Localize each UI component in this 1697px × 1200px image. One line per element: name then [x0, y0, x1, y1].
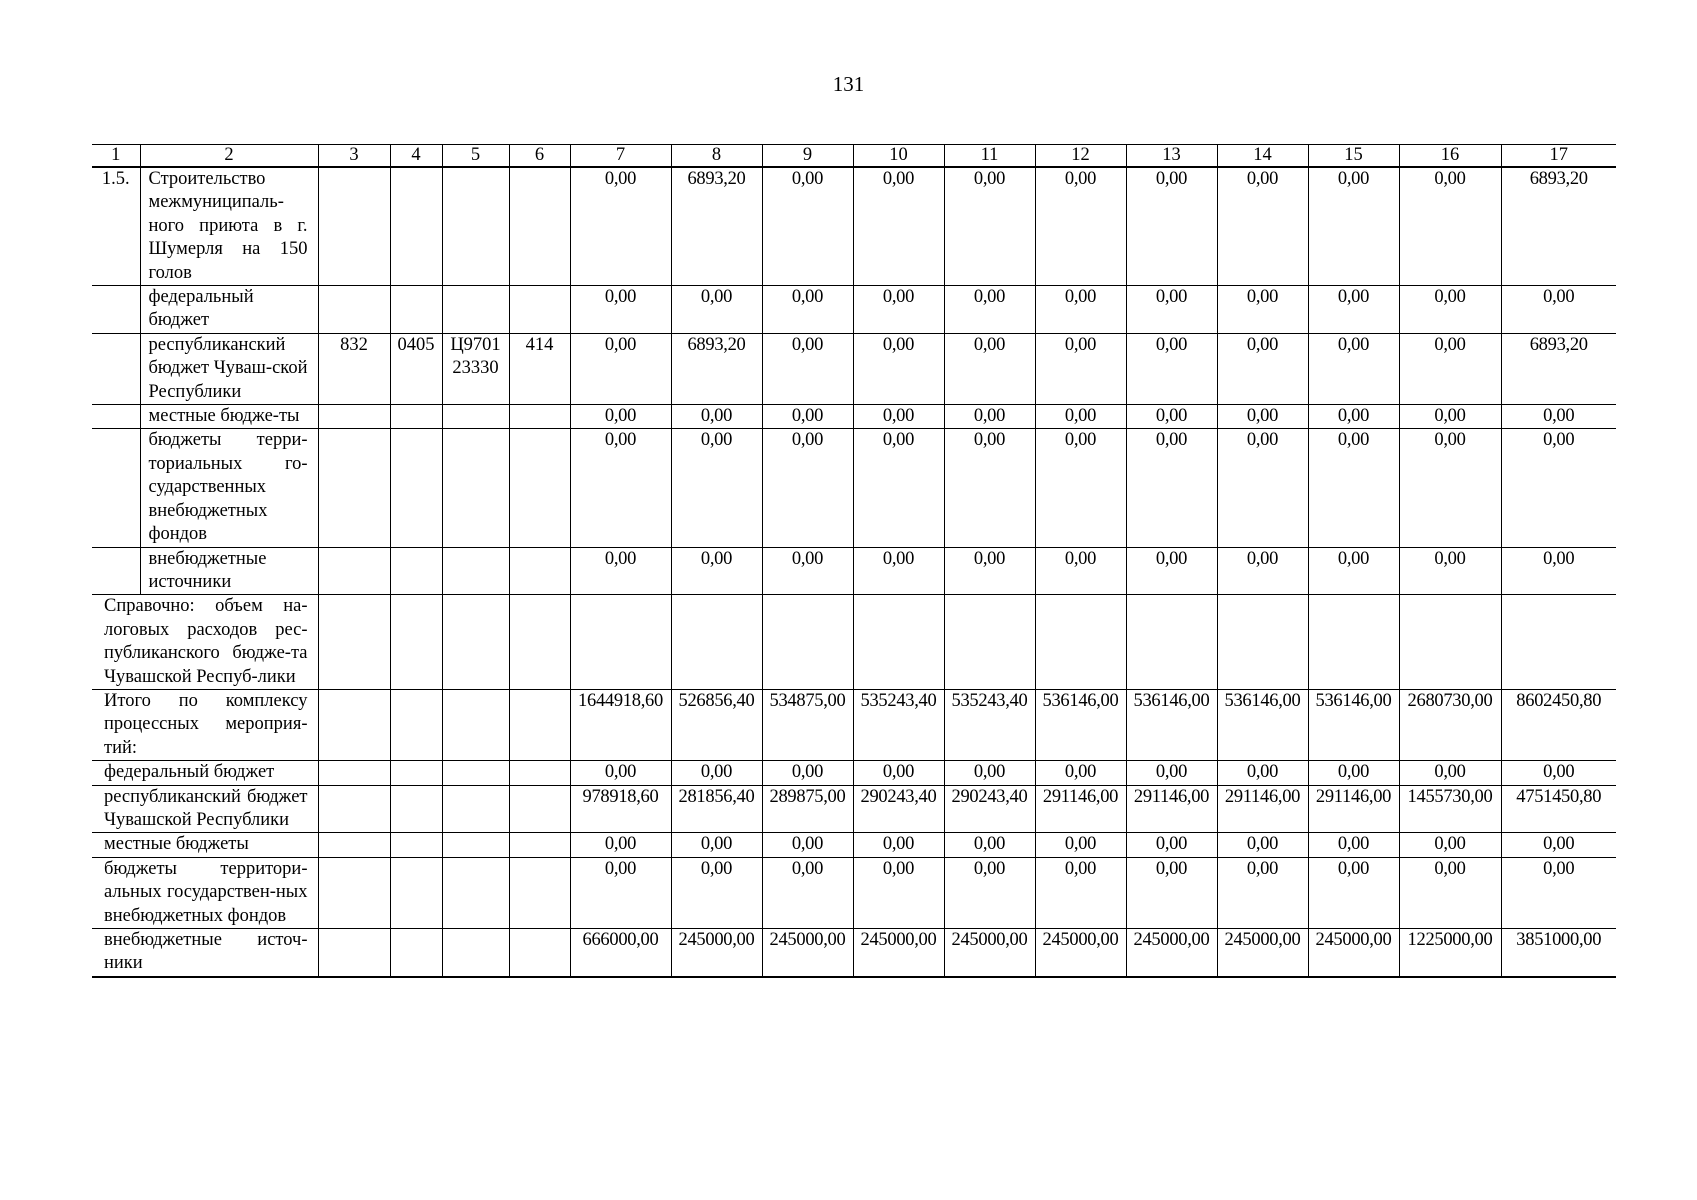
value-cell: 0,00	[1126, 333, 1217, 404]
empty-code-cell	[390, 761, 442, 785]
empty-code-cell	[390, 857, 442, 928]
value-cell: 0,00	[853, 333, 944, 404]
column-header-14: 14	[1217, 145, 1308, 168]
value-cell: 0,00	[853, 429, 944, 547]
value-cell: 245000,00	[853, 929, 944, 977]
value-cell: 0,00	[762, 286, 853, 334]
value-cell: 6893,20	[1501, 167, 1616, 286]
value-cell: 1455730,00	[1399, 785, 1501, 833]
value-cell: 0,00	[853, 761, 944, 785]
value-cell: 0,00	[1308, 547, 1399, 595]
value-cell: 535243,40	[944, 689, 1035, 760]
value-cell: 1225000,00	[1399, 929, 1501, 977]
value-cell: 0,00	[1126, 429, 1217, 547]
ministry-code: 832	[318, 333, 390, 404]
value-cell: 0,00	[1399, 547, 1501, 595]
empty-code-cell	[318, 689, 390, 760]
empty-code-cell	[390, 833, 442, 857]
value-cell: 0,00	[1035, 547, 1126, 595]
column-header-5: 5	[442, 145, 509, 168]
summary-row	[92, 595, 1616, 690]
value-cell: 289875,00	[762, 785, 853, 833]
value-cell: 0,00	[1308, 761, 1399, 785]
value-cell: 0,00	[671, 547, 762, 595]
value-cell: 666000,00	[570, 929, 671, 977]
value-cell: 6893,20	[671, 167, 762, 286]
value-cell: 0,00	[1308, 167, 1399, 286]
value-cell: 0,00	[570, 333, 671, 404]
value-cell: 536146,00	[1217, 689, 1308, 760]
empty-code-cell	[509, 761, 570, 785]
value-cell: 0,00	[1035, 286, 1126, 334]
ministry-code	[318, 167, 390, 286]
empty-code-cell	[509, 689, 570, 760]
column-header-6: 6	[509, 145, 570, 168]
value-cell: 0,00	[1217, 761, 1308, 785]
value-cell	[1217, 595, 1308, 690]
page-number: 131	[832, 72, 865, 96]
summary-label: местные бюджеты	[92, 833, 318, 857]
value-cell: 0,00	[944, 167, 1035, 286]
value-cell: 534875,00	[762, 689, 853, 760]
section-code	[390, 547, 442, 595]
column-header-7: 7	[570, 145, 671, 168]
row-name: республиканский бюджет Чуваш-ской Республики	[140, 333, 318, 404]
row-number: 1.5.	[92, 167, 140, 286]
value-cell: 0,00	[671, 286, 762, 334]
empty-code-cell	[509, 785, 570, 833]
value-cell: 0,00	[1399, 405, 1501, 429]
value-cell	[1308, 595, 1399, 690]
value-cell: 281856,40	[671, 785, 762, 833]
summary-row	[92, 929, 1616, 977]
value-cell: 291146,00	[1217, 785, 1308, 833]
value-cell: 978918,60	[570, 785, 671, 833]
value-cell: 0,00	[944, 761, 1035, 785]
value-cell: 0,00	[1035, 857, 1126, 928]
value-cell: 535243,40	[853, 689, 944, 760]
empty-code-cell	[509, 833, 570, 857]
value-cell: 0,00	[1035, 405, 1126, 429]
empty-code-cell	[442, 761, 509, 785]
value-cell: 4751450,80	[1501, 785, 1616, 833]
value-cell: 245000,00	[944, 929, 1035, 977]
value-cell: 0,00	[944, 333, 1035, 404]
ministry-code	[318, 547, 390, 595]
value-cell: 0,00	[570, 286, 671, 334]
value-cell: 245000,00	[1217, 929, 1308, 977]
empty-code-cell	[318, 785, 390, 833]
column-header-3: 3	[318, 145, 390, 168]
summary-label: Справочно: объем на-логовых расходов рес-публиканского бюдже-та Чувашской Респуб-лики	[92, 595, 318, 690]
value-cell: 0,00	[1501, 833, 1616, 857]
target-code	[442, 167, 509, 286]
value-cell: 0,00	[762, 167, 853, 286]
table-row	[92, 405, 1616, 429]
value-cell: 0,00	[671, 405, 762, 429]
value-cell	[1126, 595, 1217, 690]
value-cell: 0,00	[1126, 405, 1217, 429]
value-cell: 0,00	[762, 333, 853, 404]
value-cell: 536146,00	[1308, 689, 1399, 760]
empty-code-cell	[509, 929, 570, 977]
value-cell: 0,00	[671, 429, 762, 547]
expense-type-code	[509, 547, 570, 595]
value-cell: 0,00	[1217, 429, 1308, 547]
value-cell: 0,00	[853, 857, 944, 928]
column-header-1: 1	[92, 145, 140, 168]
value-cell: 0,00	[1308, 857, 1399, 928]
column-header-4: 4	[390, 145, 442, 168]
expense-type-code	[509, 167, 570, 286]
value-cell: 0,00	[1399, 761, 1501, 785]
column-header-11: 11	[944, 145, 1035, 168]
empty-code-cell	[318, 595, 390, 690]
value-cell: 0,00	[1501, 405, 1616, 429]
value-cell: 245000,00	[762, 929, 853, 977]
value-cell: 0,00	[1035, 167, 1126, 286]
value-cell: 0,00	[762, 547, 853, 595]
empty-code-cell	[390, 785, 442, 833]
value-cell: 0,00	[1501, 857, 1616, 928]
header-row	[92, 145, 1616, 168]
value-cell	[1035, 595, 1126, 690]
empty-code-cell	[509, 595, 570, 690]
value-cell: 0,00	[1501, 429, 1616, 547]
value-cell: 0,00	[570, 833, 671, 857]
value-cell: 0,00	[671, 761, 762, 785]
empty-code-cell	[318, 929, 390, 977]
summary-label: внебюджетные источ-ники	[92, 929, 318, 977]
value-cell: 0,00	[1126, 833, 1217, 857]
value-cell	[944, 595, 1035, 690]
value-cell: 245000,00	[1035, 929, 1126, 977]
value-cell: 0,00	[1217, 167, 1308, 286]
section-code	[390, 429, 442, 547]
value-cell: 290243,40	[944, 785, 1035, 833]
value-cell	[570, 595, 671, 690]
value-cell	[671, 595, 762, 690]
value-cell: 0,00	[1308, 333, 1399, 404]
value-cell: 0,00	[1308, 286, 1399, 334]
value-cell: 0,00	[1501, 761, 1616, 785]
summary-label: республиканский бюджет Чувашской Республики	[92, 785, 318, 833]
value-cell: 0,00	[762, 857, 853, 928]
column-header-12: 12	[1035, 145, 1126, 168]
row-name: внебюджетные источники	[140, 547, 318, 595]
value-cell: 0,00	[762, 833, 853, 857]
column-header-16: 16	[1399, 145, 1501, 168]
value-cell: 0,00	[1399, 857, 1501, 928]
summary-row	[92, 833, 1616, 857]
value-cell: 0,00	[1308, 429, 1399, 547]
summary-row	[92, 689, 1616, 760]
value-cell: 0,00	[1308, 405, 1399, 429]
value-cell	[762, 595, 853, 690]
empty-code-cell	[318, 761, 390, 785]
value-cell: 0,00	[570, 167, 671, 286]
summary-row	[92, 761, 1616, 785]
section-code: 0405	[390, 333, 442, 404]
table-row	[92, 429, 1616, 547]
expense-type-code	[509, 429, 570, 547]
column-header-15: 15	[1308, 145, 1399, 168]
target-code	[442, 547, 509, 595]
column-header-8: 8	[671, 145, 762, 168]
value-cell: 0,00	[570, 761, 671, 785]
value-cell	[1501, 595, 1616, 690]
summary-row	[92, 785, 1616, 833]
value-cell: 0,00	[1399, 167, 1501, 286]
column-header-13: 13	[1126, 145, 1217, 168]
value-cell: 536146,00	[1035, 689, 1126, 760]
row-number	[92, 405, 140, 429]
column-header-17: 17	[1501, 145, 1616, 168]
value-cell: 0,00	[1399, 833, 1501, 857]
empty-code-cell	[442, 595, 509, 690]
empty-code-cell	[390, 595, 442, 690]
summary-row	[92, 857, 1616, 928]
row-name: Строительство межмуниципаль-ного приюта в г. Шумерля на 150 голов	[140, 167, 318, 286]
value-cell: 8602450,80	[1501, 689, 1616, 760]
row-number	[92, 333, 140, 404]
value-cell: 245000,00	[1126, 929, 1217, 977]
value-cell: 6893,20	[1501, 333, 1616, 404]
value-cell: 0,00	[853, 833, 944, 857]
value-cell: 0,00	[570, 429, 671, 547]
value-cell: 0,00	[1399, 429, 1501, 547]
value-cell: 0,00	[762, 405, 853, 429]
value-cell: 0,00	[1035, 333, 1126, 404]
value-cell: 291146,00	[1308, 785, 1399, 833]
value-cell: 2680730,00	[1399, 689, 1501, 760]
column-header-2: 2	[140, 145, 318, 168]
section-code	[390, 405, 442, 429]
value-cell: 0,00	[853, 405, 944, 429]
value-cell	[853, 595, 944, 690]
value-cell: 0,00	[944, 833, 1035, 857]
column-header-9: 9	[762, 145, 853, 168]
target-code	[442, 405, 509, 429]
expense-type-code	[509, 405, 570, 429]
section-code	[390, 167, 442, 286]
value-cell: 0,00	[570, 405, 671, 429]
empty-code-cell	[318, 857, 390, 928]
budget-table	[92, 144, 1616, 978]
ministry-code	[318, 286, 390, 334]
value-cell: 0,00	[1217, 857, 1308, 928]
row-name: бюджеты терри-ториальных го-сударственных внебюджетных фондов	[140, 429, 318, 547]
value-cell: 0,00	[1126, 857, 1217, 928]
value-cell: 245000,00	[671, 929, 762, 977]
value-cell: 0,00	[944, 405, 1035, 429]
value-cell: 0,00	[853, 167, 944, 286]
value-cell: 290243,40	[853, 785, 944, 833]
value-cell: 0,00	[570, 547, 671, 595]
value-cell: 0,00	[1217, 547, 1308, 595]
value-cell: 0,00	[671, 833, 762, 857]
target-code: Ц9701 23330	[442, 333, 509, 404]
row-name: федеральный бюджет	[140, 286, 318, 334]
value-cell: 0,00	[944, 429, 1035, 547]
empty-code-cell	[390, 929, 442, 977]
summary-label: бюджеты территори-альных государствен-ных внебюджетных фондов	[92, 857, 318, 928]
empty-code-cell	[442, 785, 509, 833]
empty-code-cell	[442, 833, 509, 857]
empty-code-cell	[442, 929, 509, 977]
value-cell: 6893,20	[671, 333, 762, 404]
summary-label: федеральный бюджет	[92, 761, 318, 785]
value-cell: 0,00	[762, 761, 853, 785]
value-cell: 0,00	[1126, 167, 1217, 286]
value-cell: 0,00	[570, 857, 671, 928]
value-cell: 1644918,60	[570, 689, 671, 760]
value-cell: 245000,00	[1308, 929, 1399, 977]
value-cell: 291146,00	[1035, 785, 1126, 833]
expense-type-code	[509, 286, 570, 334]
target-code	[442, 429, 509, 547]
value-cell: 0,00	[1217, 286, 1308, 334]
ministry-code	[318, 429, 390, 547]
value-cell: 0,00	[1501, 547, 1616, 595]
section-code	[390, 286, 442, 334]
empty-code-cell	[442, 689, 509, 760]
value-cell: 0,00	[944, 286, 1035, 334]
target-code	[442, 286, 509, 334]
value-cell: 0,00	[1035, 761, 1126, 785]
row-number	[92, 429, 140, 547]
table-row	[92, 286, 1616, 334]
value-cell: 0,00	[853, 286, 944, 334]
value-cell: 0,00	[671, 857, 762, 928]
value-cell: 0,00	[1399, 333, 1501, 404]
expense-type-code: 414	[509, 333, 570, 404]
column-header-10: 10	[853, 145, 944, 168]
value-cell: 526856,40	[671, 689, 762, 760]
value-cell: 0,00	[1035, 833, 1126, 857]
value-cell: 0,00	[1035, 429, 1126, 547]
summary-label: Итого по комплексу процессных мероприя-тий:	[92, 689, 318, 760]
value-cell: 0,00	[1399, 286, 1501, 334]
empty-code-cell	[442, 857, 509, 928]
value-cell: 0,00	[1126, 286, 1217, 334]
value-cell: 0,00	[944, 547, 1035, 595]
value-cell: 0,00	[1217, 833, 1308, 857]
value-cell: 0,00	[944, 857, 1035, 928]
table-row	[92, 167, 1616, 286]
empty-code-cell	[509, 857, 570, 928]
table-row	[92, 333, 1616, 404]
value-cell: 536146,00	[1126, 689, 1217, 760]
value-cell: 3851000,00	[1501, 929, 1616, 977]
value-cell: 0,00	[1126, 761, 1217, 785]
value-cell: 0,00	[1217, 333, 1308, 404]
value-cell: 0,00	[762, 429, 853, 547]
ministry-code	[318, 405, 390, 429]
row-number	[92, 547, 140, 595]
empty-code-cell	[318, 833, 390, 857]
table-row	[92, 547, 1616, 595]
empty-code-cell	[390, 689, 442, 760]
value-cell	[1399, 595, 1501, 690]
value-cell: 0,00	[1126, 547, 1217, 595]
value-cell: 0,00	[1501, 286, 1616, 334]
row-name: местные бюдже-ты	[140, 405, 318, 429]
value-cell: 0,00	[853, 547, 944, 595]
value-cell: 291146,00	[1126, 785, 1217, 833]
row-number	[92, 286, 140, 334]
value-cell: 0,00	[1308, 833, 1399, 857]
value-cell: 0,00	[1217, 405, 1308, 429]
